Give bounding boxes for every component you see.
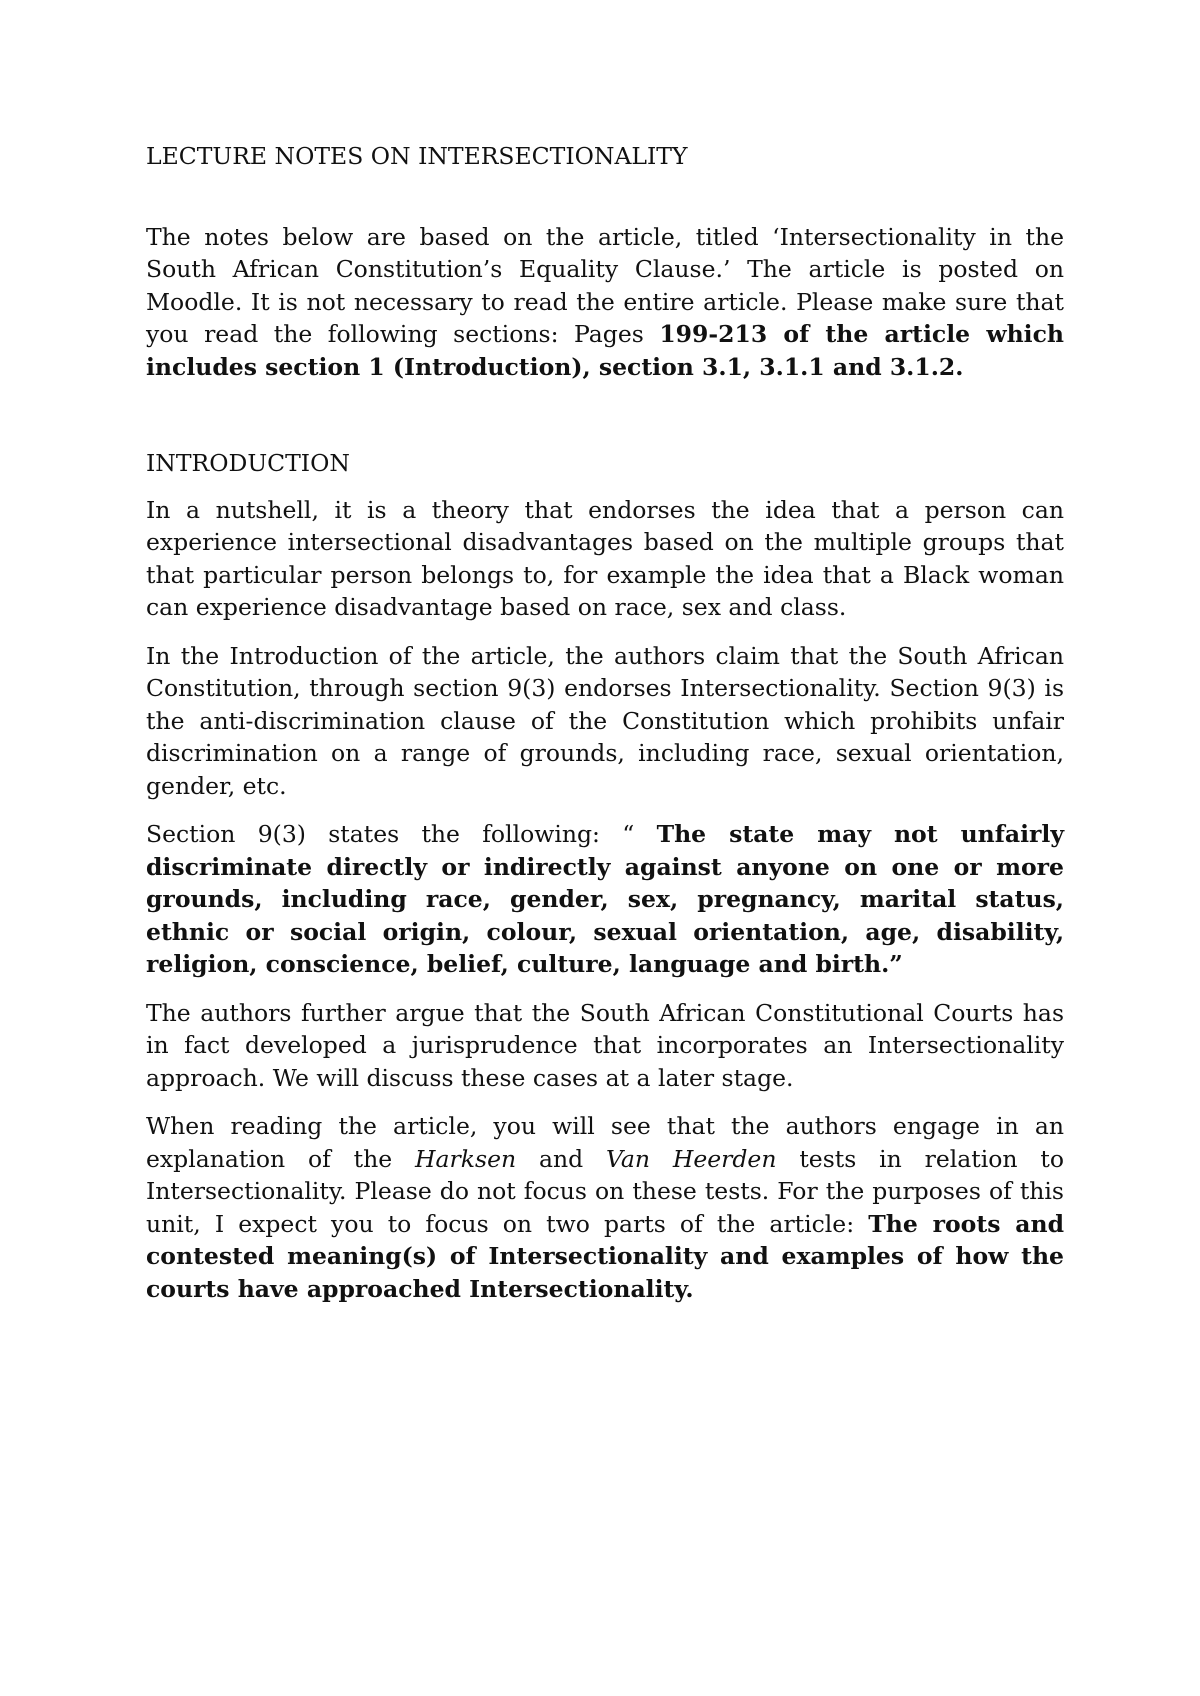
section-9-3-lead: Section 9(3) states the following: “: [146, 820, 657, 848]
reading-guidance-text-b: and: [516, 1144, 607, 1173]
van-heerden-case-name: Van Heerden: [606, 1144, 777, 1173]
reading-guidance-text-c: tests in relation to Intersectionality. Please do not focus on these tests. For the purposes of this unit, I expect you to focus on two parts of the article:: [146, 1144, 1064, 1238]
reading-guidance-text-a: When reading the article, you will see that the authors engage in an explanation of the: [146, 1112, 1064, 1173]
document-body: [146, 140, 1064, 1321]
paragraph-introduction-claim: In the Introduction of the article, the authors claim that the South African Constitution, through section 9(3) endorses Intersectionality. Section 9(3) is the anti-discrimination clause of the Constitution which prohibits unfair discrimination on a range of grounds, including race, sexual orientation, gender, etc.: [146, 641, 1064, 800]
intro-text: The notes below are based on the article, titled ‘Intersectionality in the South African Constitution’s Equality Clause.’ The article is posted on Moodle. It is not necessary to read the entire article. Please make sure that you read the following sections: Pages: [146, 222, 1064, 348]
intro-bold-text: 199-213 of the article which includes section 1 (Introduction), section 3.1, 3.1.1 and 3.1.2.: [146, 320, 1064, 381]
document-title: LECTURE NOTES ON INTERSECTIONALITY: [146, 142, 688, 170]
harksen-case-name: Harksen: [415, 1144, 517, 1173]
intro-paragraph: [146, 221, 1064, 384]
paragraph-nutshell: In a nutshell, it is a theory that endorses the idea that a person can experience intersectional disadvantages based on the multiple groups that that particular person belongs to, for example the idea that a Black woman can experience disadvantage based on race, sex and class.: [146, 495, 1064, 621]
paragraph-reading-guidance: [146, 1110, 1064, 1305]
paragraph-section-9-3: [146, 818, 1064, 981]
section-heading: INTRODUCTION: [146, 449, 350, 477]
section-9-3-quote: The state may not unfairly discriminate directly or indirectly against anyone on one or more grounds, including race, gender, sex, pregnancy, marital status, ethnic or social origin, colour, sexual orientation, age, disability, religion, conscience, belief, culture, language and birth.”: [146, 820, 1064, 978]
paragraph-jurisprudence: The authors further argue that the South African Constitutional Courts has in fact developed a jurisprudence that incorporates an Intersectionality approach. We will discuss these cases at a later stage.: [146, 998, 1064, 1092]
reading-guidance-bold: The roots and contested meaning(s) of Intersectionality and examples of how the courts have approached Intersectionality.: [146, 1209, 1065, 1303]
